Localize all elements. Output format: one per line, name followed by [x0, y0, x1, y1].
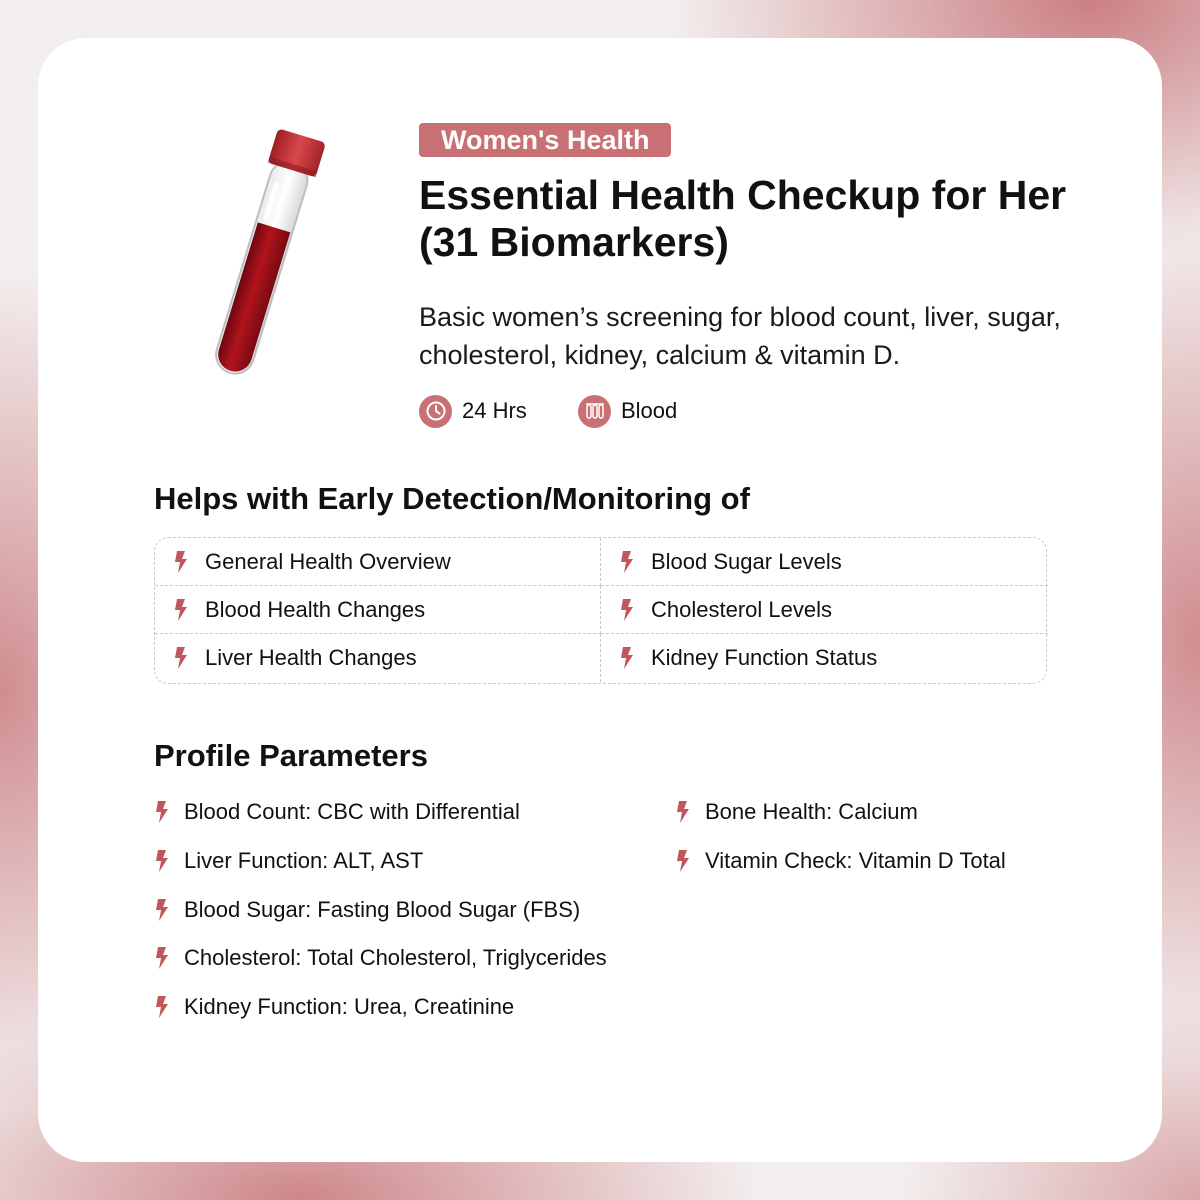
- detection-item: [155, 586, 601, 634]
- bolt-icon: [154, 801, 170, 823]
- test-tubes-icon: [578, 395, 611, 428]
- detection-item: [601, 538, 1048, 586]
- detection-item-label: General Health Overview: [205, 548, 451, 574]
- parameter-item: [154, 846, 423, 876]
- detection-item: [155, 634, 601, 682]
- category-badge: Women's Health: [419, 123, 671, 157]
- detection-item-label: Liver Health Changes: [205, 645, 417, 670]
- detection-grid: [154, 537, 1047, 684]
- description-line-2: cholesterol, kidney, calcium & vitamin D.: [419, 340, 901, 370]
- parameter-item: [154, 943, 607, 973]
- bolt-icon: [154, 947, 170, 969]
- parameter-label: Kidney Function: Urea, Creatinine: [184, 994, 515, 1019]
- title-line-2: (31 Biomarkers): [419, 219, 729, 265]
- bolt-icon: [675, 801, 691, 823]
- detection-item: [601, 634, 1048, 682]
- parameter-label: Blood Count: CBC with Differential: [184, 799, 520, 824]
- bolt-icon: [154, 850, 170, 872]
- page-title: [419, 172, 1139, 266]
- sample-type-label: Blood: [621, 398, 678, 423]
- detection-item-label: Kidney Function Status: [651, 645, 878, 670]
- bolt-icon: [619, 647, 635, 669]
- blood-test-tube-icon: [190, 122, 340, 392]
- detection-item: [155, 538, 601, 586]
- bolt-icon: [173, 599, 189, 621]
- bolt-icon: [619, 551, 635, 573]
- sample-type: [578, 394, 677, 428]
- parameter-label: Cholesterol: Total Cholesterol, Triglycerides: [184, 945, 607, 970]
- description-line-1: Basic women’s screening for blood count, liver, sugar,: [419, 302, 1061, 332]
- bolt-icon: [173, 647, 189, 669]
- title-line-1: Essential Health Checkup for Her: [419, 172, 1067, 218]
- clock-icon: [419, 395, 452, 428]
- parameter-item: [154, 797, 520, 827]
- parameter-item: [154, 992, 514, 1022]
- parameters-heading: Profile Parameters: [154, 738, 428, 773]
- parameter-item: [675, 846, 1006, 876]
- parameter-label: Vitamin Check: Vitamin D Total: [705, 848, 1006, 873]
- test-description: [419, 298, 1149, 374]
- parameter-item: [675, 797, 918, 827]
- parameter-label: Blood Sugar: Fasting Blood Sugar (FBS): [184, 897, 581, 922]
- turnaround-label: 24 Hrs: [462, 398, 527, 423]
- detection-heading: Helps with Early Detection/Monitoring of: [154, 481, 750, 516]
- parameter-label: Liver Function: ALT, AST: [184, 848, 424, 873]
- turnaround-time: [419, 394, 527, 428]
- bolt-icon: [619, 599, 635, 621]
- bolt-icon: [154, 899, 170, 921]
- detection-item-label: Blood Health Changes: [205, 596, 426, 622]
- parameter-item: [154, 895, 580, 925]
- bolt-icon: [173, 551, 189, 573]
- bolt-icon: [154, 996, 170, 1018]
- detection-item-label: Cholesterol Levels: [651, 596, 832, 622]
- detection-item: [601, 586, 1048, 634]
- parameter-label: Bone Health: Calcium: [705, 799, 918, 824]
- detection-item-label: Blood Sugar Levels: [651, 548, 842, 574]
- bolt-icon: [675, 850, 691, 872]
